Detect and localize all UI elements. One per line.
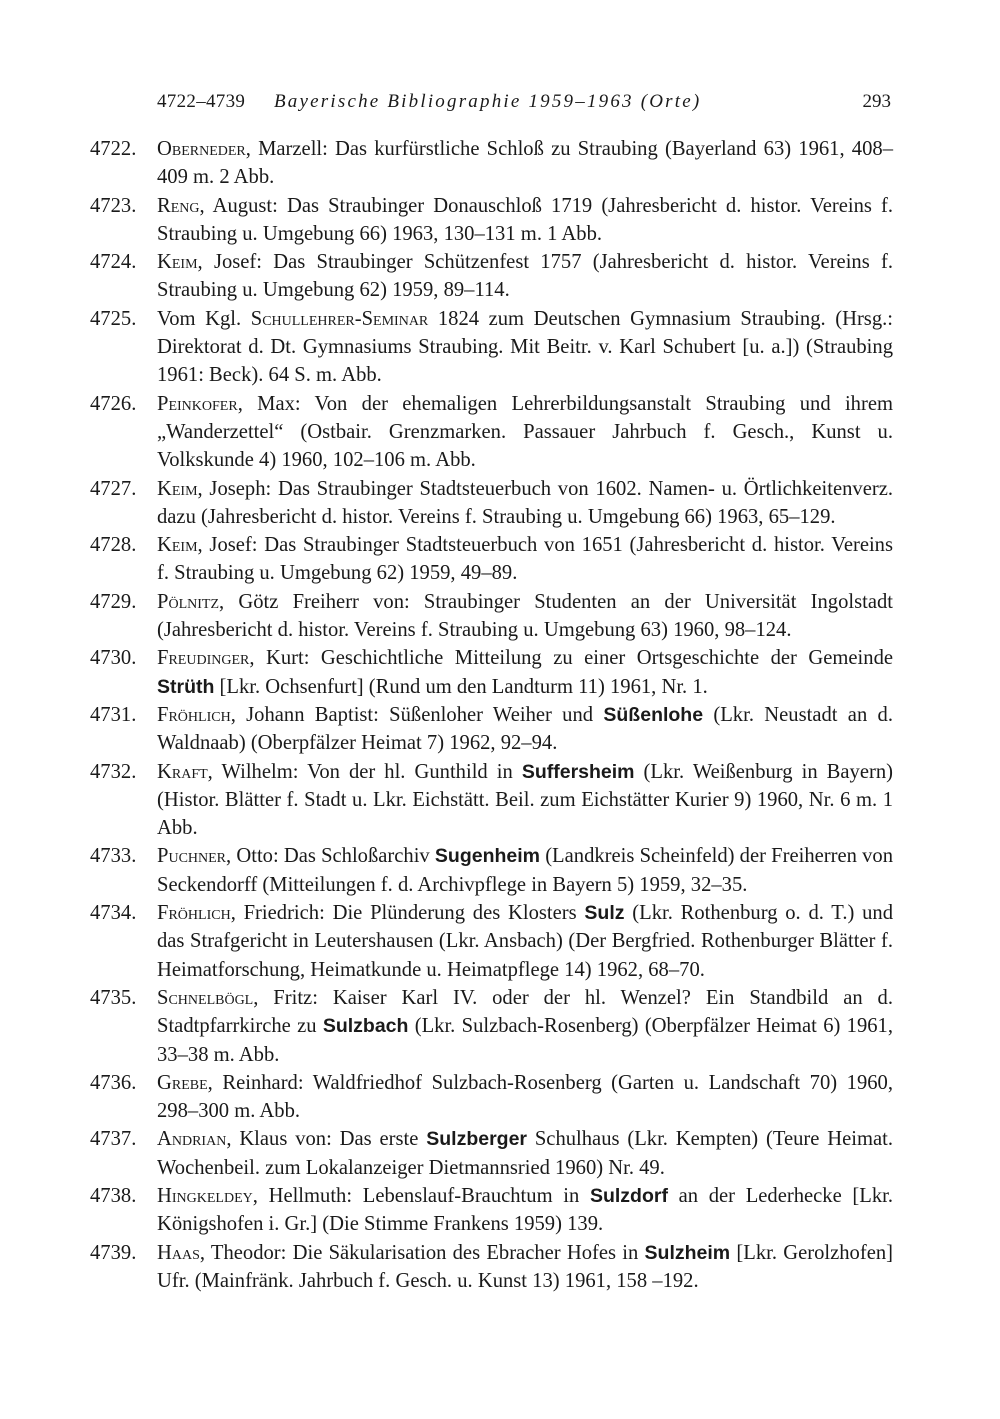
entry-text: , Friedrich: Die Plünderung des Klosters [230, 902, 585, 925]
entry-author: Peinkofer [157, 392, 238, 415]
bibliography-entry [0, 588, 893, 645]
entry-number: 4735. [90, 986, 137, 1009]
entry-text: (Landkreis Scheinfeld) der Freiherren von Seckendorff (Mitteilungen f. d. Archivpflege in Bayern 5) 1959, 32–35. [157, 845, 893, 896]
entry-text: (Lkr. Sulzbach-Rosenberg) (Oberpfälzer Heimat 6) 1961, 33–38 m. Abb. [157, 1015, 893, 1066]
entry-author: Hingkeldey [157, 1184, 253, 1207]
entry-author: Reng [157, 194, 200, 217]
entry-text: (Lkr. Neustadt an d. Waldnaab) (Oberpfälzer Heimat 7) 1962, 92–94. [157, 703, 893, 755]
entry-number: 4727. [90, 477, 137, 500]
place-name: Strüth [157, 675, 215, 698]
bibliography-entry [0, 758, 893, 843]
place-name: Sulzdorf [589, 1184, 668, 1207]
running-title: Bayerische Bibliographie 1959–1963 (Orte) [274, 91, 702, 112]
bibliography-entries [0, 135, 1000, 1295]
entry-text: [Lkr. Gerolzhofen] Ufr. (Mainfränk. Jahrbuch f. Gesch. u. Kunst 13) 1961, 158 –192. [157, 1241, 894, 1292]
entry-number: 4736. [90, 1071, 137, 1094]
place-name: Süßenlohe [603, 703, 704, 726]
bibliography-entry [0, 248, 893, 305]
bibliography-entry [0, 842, 893, 899]
bibliography-entry [0, 1125, 893, 1182]
entry-text: , Otto: Das Schloßarchiv [226, 845, 435, 868]
bibliography-entry [0, 192, 893, 249]
bibliography-entry [0, 475, 893, 532]
entry-text: , Hellmuth: Lebenslauf-Brauchtum in [252, 1184, 590, 1207]
entry-text: , Fritz: Kaiser Karl IV. oder der hl. Wenzel? Ein Standbild an d. Stadtpfarrkirche zu [157, 986, 893, 1038]
bibliography-entry [0, 135, 893, 192]
entry-number: 4724. [90, 251, 137, 274]
entry-text: , Marzell: Das kurfürstliche Schloß zu Straubing (Bayerland 63) 1961, 408–409 m. 2 Abb. [157, 138, 893, 189]
entry-text: , Max: Von der ehemaligen Lehrerbildungsanstalt Straubing und ihrem „Wanderzettel“ (Ostbair. Grenzmarken. Passauer Jahrbuch f. Gesch., Kunst u. Volkskunde 4) 1960, 102–106 m. Abb. [157, 392, 893, 472]
entry-text: , Kurt: Geschichtliche Mitteilung zu einer Ortsgeschichte der Gemeinde [249, 647, 893, 670]
page-number: 293 [862, 91, 891, 112]
place-name: Suffersheim [521, 760, 635, 783]
entry-author: Keim [157, 534, 198, 557]
entry-institution: Schullehrer-Seminar [250, 307, 429, 330]
place-name: Sulzheim [644, 1241, 731, 1264]
entry-number: 4734. [90, 902, 137, 925]
entry-author: Andrian [157, 1128, 227, 1151]
entry-author: Oberneder [157, 138, 246, 160]
entry-number: 4723. [90, 194, 137, 217]
entry-text: (Lkr. Weißenburg in Bayern) (Histor. Blätter f. Stadt u. Lkr. Eichstätt. Beil. zum Eichstätter Kurier 9) 1960, Nr. 6 m. 1 Abb. [157, 760, 893, 840]
entry-author: Fröhlich [157, 703, 231, 726]
entry-text: , Theodor: Die Säkularisation des Ebracher Hofes in [199, 1241, 645, 1264]
entry-text: , Joseph: Das Straubinger Stadtsteuerbuch von 1602. Namen- u. Örtlichkeitenverz. dazu (Jahresbericht d. histor. Vereins f. Straubing u. Umgebung 66) 1963, 65–129. [157, 477, 893, 528]
place-name: Sulzberger [426, 1128, 528, 1151]
entry-number: 4733. [90, 845, 137, 868]
entry-author: Fröhlich [157, 902, 231, 925]
entry-text: 1824 zum Deutschen Gymnasium Straubing. (Hrsg.: Direktorat d. Dt. Gymnasiums Straubing. Mit Beitr. v. Karl Schubert [u. a.]) (Straubing 1961: Beck). 64 S. m. Abb. [157, 307, 893, 387]
entry-author: Schnelbögl [157, 986, 254, 1009]
entry-text: Schulhaus (Lkr. Kempten) (Teure Heimat. Wochenbeil. zum Lokalanzeiger Dietmannsried 1960) Nr. 49. [157, 1128, 894, 1179]
bibliography-entry [0, 1069, 893, 1126]
entry-author: Puchner [157, 845, 227, 868]
entry-author: Keim [157, 477, 198, 500]
entry-author: Haas [157, 1241, 200, 1264]
entry-number: 4739. [90, 1241, 137, 1264]
entry-author: Grebe [157, 1071, 208, 1094]
entry-number: 4728. [90, 534, 137, 557]
entry-text: , Josef: Das Straubinger Stadtsteuerbuch von 1651 (Jahresbericht d. histor. Vereins f. Straubing u. Umgebung 62) 1959, 49–89. [157, 534, 893, 585]
bibliography-entry [0, 305, 893, 390]
entry-text: , Johann Baptist: Süßenloher Weiher und [230, 703, 604, 726]
entry-number: 4731. [90, 703, 137, 726]
entry-text: Vom Kgl. [157, 307, 251, 330]
entry-text: , Klaus von: Das erste [226, 1128, 427, 1151]
bibliography-entry [0, 1239, 893, 1296]
bibliography-entry [0, 644, 893, 701]
bibliography-entry [0, 390, 893, 475]
bibliography-entry [0, 1182, 893, 1239]
place-name: Sulzbach [322, 1015, 409, 1038]
bibliography-entry [0, 899, 893, 984]
entry-text: (Lkr. Rothenburg o. d. T.) und das Strafgericht in Leutershausen (Lkr. Ansbach) (Der Bergfried. Rothenburger Blätter f. Heimatforschung, Heimatkunde u. Heimatpflege 14) 1962, 68–70. [157, 902, 894, 981]
entry-number: 4726. [90, 392, 137, 415]
entry-author: Freudinger [157, 647, 250, 670]
entry-text: an der Lederhecke [Lkr. Königshofen i. Gr.] (Die Stimme Frankens 1959) 139. [157, 1184, 893, 1236]
bibliography-entry [0, 701, 893, 758]
bibliography-entry [0, 984, 893, 1069]
place-name: Sulz [584, 902, 625, 925]
entry-text: , Götz Freiherr von: Straubinger Studenten an der Universität Ingolstadt (Jahresbericht d. histor. Vereins f. Straubing u. Umgebung 63) 1960, 98–124. [157, 590, 893, 642]
entry-text: [Lkr. Ochsenfurt] (Rund um den Landturm 11) 1961, Nr. 1. [214, 675, 708, 698]
entry-text: , Reinhard: Waldfriedhof Sulzbach-Rosenberg (Garten u. Landschaft 70) 1960, 298–300 m. Abb. [157, 1071, 893, 1123]
entry-number: 4729. [90, 590, 137, 613]
bibliography-entry [0, 531, 893, 588]
entry-number: 4732. [90, 760, 137, 783]
entry-author: Kraft [157, 760, 208, 783]
entry-number: 4737. [90, 1128, 137, 1151]
entry-range: 4722–4739 [157, 91, 246, 112]
entry-author: Pölnitz [157, 590, 219, 613]
entry-number: 4738. [90, 1184, 137, 1207]
entry-author: Keim [157, 251, 198, 274]
entry-number: 4725. [90, 307, 137, 330]
place-name: Sugenheim [434, 845, 541, 868]
entry-number: 4722. [90, 138, 137, 160]
page-header [157, 88, 893, 116]
entry-text: , Josef: Das Straubinger Schützenfest 1757 (Jahresbericht d. histor. Vereins f. Straubing u. Umgebung 62) 1959, 89–114. [157, 251, 893, 302]
entry-text: , August: Das Straubinger Donauschloß 1719 (Jahresbericht d. histor. Vereins f. Straubing u. Umgebung 66) 1963, 130–131 m. 1 Abb. [157, 194, 893, 245]
entry-text: , Wilhelm: Von der hl. Gunthild in [207, 760, 522, 783]
entry-number: 4730. [90, 647, 137, 670]
